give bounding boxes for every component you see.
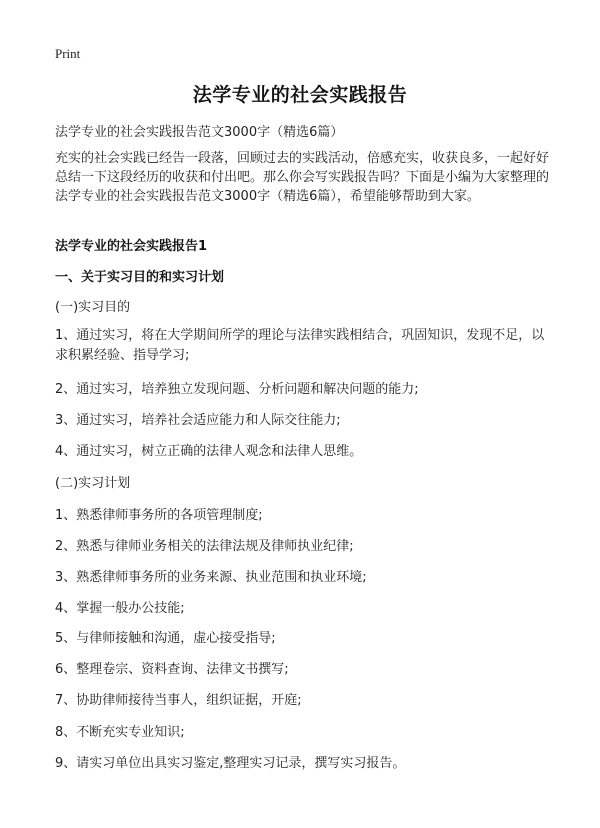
- plan-item: 9、请实习单位出具实习鉴定,整理实习记录，撰写实习报告。: [55, 756, 406, 771]
- plan-heading: (二)实习计划: [55, 476, 131, 491]
- plan-item: 8、不断充实专业知识;: [55, 725, 185, 740]
- document-title: 法学专业的社会实践报告: [192, 84, 408, 106]
- plan-item: 2、熟悉与律师业务相关的法律法规及律师执业纪律;: [55, 539, 354, 554]
- plan-item: 3、熟悉律师事务所的业务来源、执业范围和执业环境;: [55, 570, 367, 585]
- document-subtitle: 法学专业的社会实践报告范文3000字（精选6篇）: [55, 125, 344, 140]
- report-heading: 法学专业的社会实践报告1: [55, 239, 208, 254]
- print-link[interactable]: Print: [55, 46, 81, 61]
- purpose-heading: (一)实习目的: [55, 300, 131, 315]
- plan-item: 5、与律师接触和沟通，虚心接受指导;: [55, 631, 276, 646]
- purpose-item: 2、通过实习，培养独立发现问题、分析问题和解决问题的能力;: [55, 382, 419, 397]
- plan-item: 7、协助律师接待当事人，组织证据，开庭;: [55, 693, 302, 708]
- purpose-item: 4、通过实习，树立正确的法律人观念和法律人思维。: [55, 444, 363, 459]
- purpose-item: 1、通过实习，将在大学期间所学的理论与法律实践相结合，巩固知识，发现不足，以求积累经验、指导学习;: [55, 328, 545, 363]
- plan-item: 6、整理卷宗、资料查询、法律文书撰写;: [55, 662, 289, 677]
- intro-paragraph: 充实的社会实践已经告一段落，回顾过去的实践活动，倍感充实，收获良多，一起好好总结一下这段经历的收获和付出吧。那么你会写实践报告吗？下面是小编为大家整理的法学专业的社会实践报告范文3000字（精选6篇），希望能够帮助到大家。: [55, 151, 550, 204]
- purpose-item: 3、通过实习，培养社会适应能力和人际交往能力;: [55, 413, 341, 428]
- section-heading: 一、关于实习目的和实习计划: [55, 270, 225, 285]
- plan-item: 4、掌握一般办公技能;: [55, 601, 185, 616]
- plan-item: 1、熟悉律师事务所的各项管理制度;: [55, 508, 263, 523]
